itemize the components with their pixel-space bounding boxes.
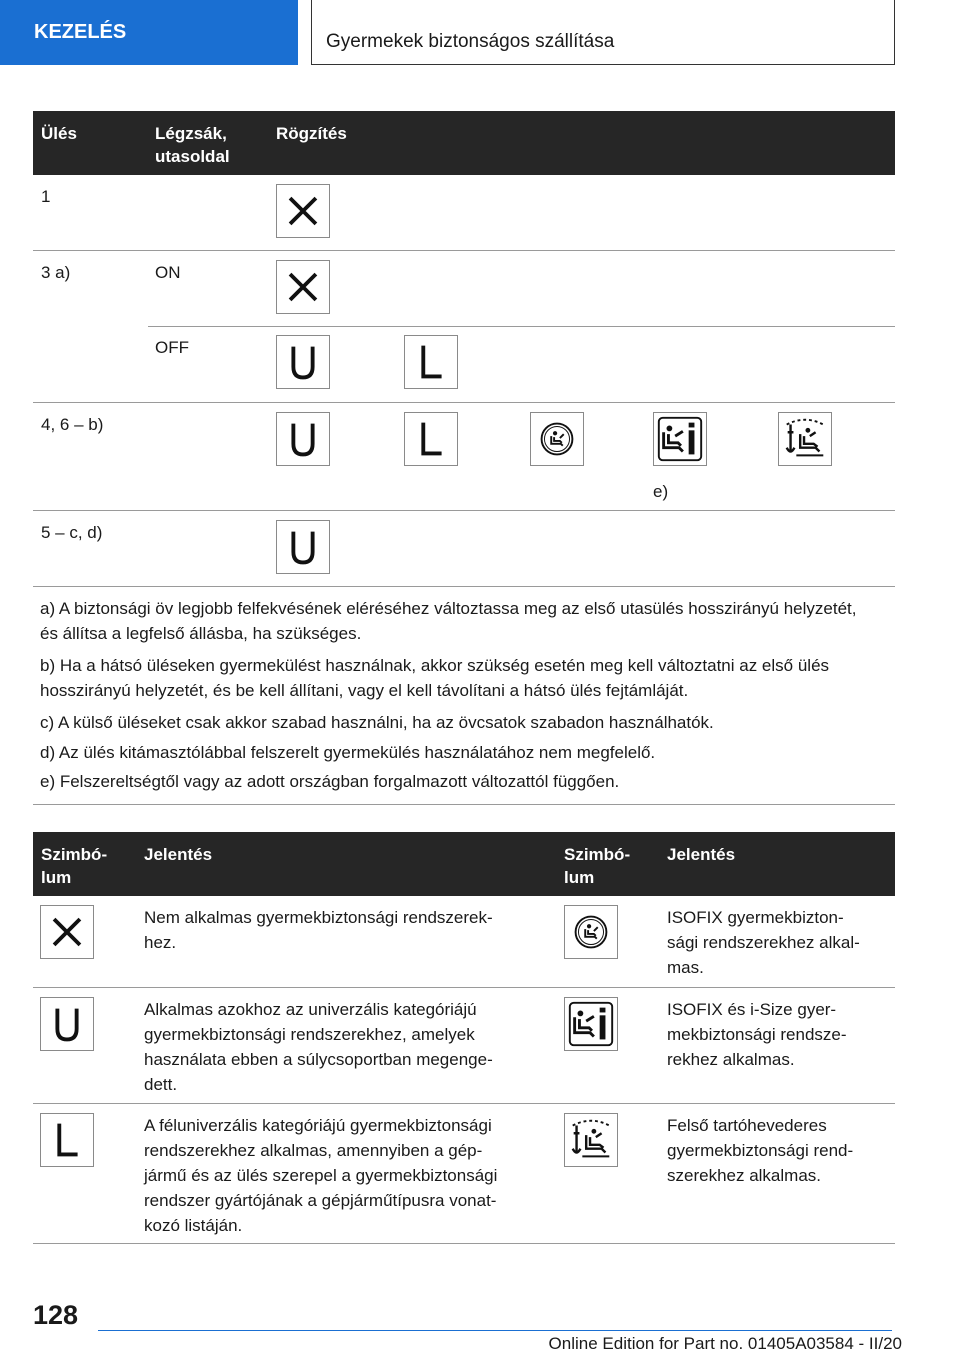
top-tether-icon — [564, 1113, 618, 1167]
semi-universal-l-icon — [40, 1113, 94, 1167]
x-icon — [276, 260, 330, 314]
semi-universal-l-icon — [404, 335, 458, 389]
isize-seat-icon — [564, 997, 618, 1051]
symbol-legend-table — [33, 832, 895, 1244]
seat-table-header — [33, 111, 895, 175]
section-tab — [0, 0, 298, 65]
meaning-text: ISOFIX és i-Size gyer- mekbiztonsági rendsze- rekhez alkalmas. — [667, 1000, 847, 1069]
seat-value: 5 – c, d) — [41, 523, 103, 542]
isofix-seat-icon — [530, 412, 584, 466]
table-row — [33, 251, 895, 403]
page-number: 128 — [33, 1300, 79, 1330]
x-icon — [276, 184, 330, 238]
section-label: KEZELÉS — [34, 21, 127, 43]
footnote-d: d) Az ülés kitámasztólábbal felszerelt gyermekülés használatához nem megfelelő. — [40, 743, 656, 762]
page-title: Gyermekek biztonságos szállítása — [311, 0, 895, 65]
sub-row-divider — [148, 326, 895, 327]
table-row — [33, 988, 895, 1104]
col-header-symbol: Szimbó- lum — [41, 845, 108, 887]
meaning-text: Felső tartóhevederes gyermekbiztonsági rend- szerekhez alkalmas. — [667, 1116, 854, 1185]
seat-value: 1 — [41, 187, 51, 206]
edition-link[interactable]: Online Edition for Part no. 01405A03584 - II/20 — [548, 1334, 902, 1353]
x-icon — [40, 905, 94, 959]
table-row — [33, 1104, 895, 1244]
meaning-text: Nem alkalmas gyermekbiztonsági rendszerek- hez. — [144, 908, 493, 952]
col-header-meaning: Jelentés — [144, 845, 213, 864]
universal-u-icon — [276, 412, 330, 466]
col-header-meaning-2: Jelentés — [667, 845, 736, 864]
footnote-b: b) Ha a hátsó üléseken gyermekülést használnak, akkor szükség esetén meg kell változtatni az első ülés hosszirányú helyzetét, és be kell állítani, vagy el kell távolítani a hátsó ülés fejtámláját. — [40, 656, 830, 700]
footnote-ref: e) — [653, 482, 669, 501]
seat-value: 3 a) — [41, 263, 71, 282]
legend-table-header — [33, 832, 895, 896]
universal-u-icon — [276, 335, 330, 389]
footnotes — [33, 587, 895, 805]
semi-universal-l-icon — [404, 412, 458, 466]
meaning-text: ISOFIX gyermekbizton- sági rendszerekhez alkal- mas. — [667, 908, 860, 977]
meaning-text: A féluniverzális kategóriájú gyermekbiztonsági rendszerekhez alkalmas, amennyiben a gép- jármű és az ülés szerepel a gyermekbiztonsági rendszer gyártójának a gépjárműtípusra vonat- kozó listáján. — [144, 1116, 498, 1235]
col-header-symbol-2: Szimbó- lum — [564, 845, 631, 887]
isofix-seat-icon — [564, 905, 618, 959]
table-row — [33, 175, 895, 251]
isize-seat-icon — [653, 412, 707, 466]
table-row — [33, 403, 895, 511]
col-header-airbag: Légzsák, utasoldal — [155, 124, 230, 166]
footnote-c: c) A külső üléseket csak akkor szabad használni, ha az övcsatok szabadon használhatók. — [40, 713, 714, 732]
table-row — [33, 896, 895, 988]
top-tether-icon — [778, 412, 832, 466]
footer-divider — [98, 1330, 892, 1331]
seat-table — [33, 111, 895, 805]
footnote-e: e) Felszereltségtől vagy az adott országban forgalmazott változattól függően. — [40, 772, 620, 791]
col-header-seat: Ülés — [41, 124, 77, 143]
footnote-a: a) A biztonsági öv legjobb felfekvésének eléréséhez változtassa meg az első utasülés hosszirányú helyzetét, és állítsa a legfelső állásba, ha szükséges. — [40, 599, 857, 643]
seat-value: 4, 6 – b) — [41, 415, 104, 434]
airbag-value: OFF — [155, 338, 189, 357]
universal-u-icon — [276, 520, 330, 574]
meaning-text: Alkalmas azokhoz az univerzális kategóriájú gyermekbiztonsági rendszerekhez, amelyek használata ebben a súlycsoportban megenge- dett. — [144, 1000, 493, 1094]
airbag-value: ON — [155, 263, 181, 282]
col-header-mounting: Rögzítés — [276, 124, 347, 143]
table-row — [33, 511, 895, 587]
universal-u-icon — [40, 997, 94, 1051]
